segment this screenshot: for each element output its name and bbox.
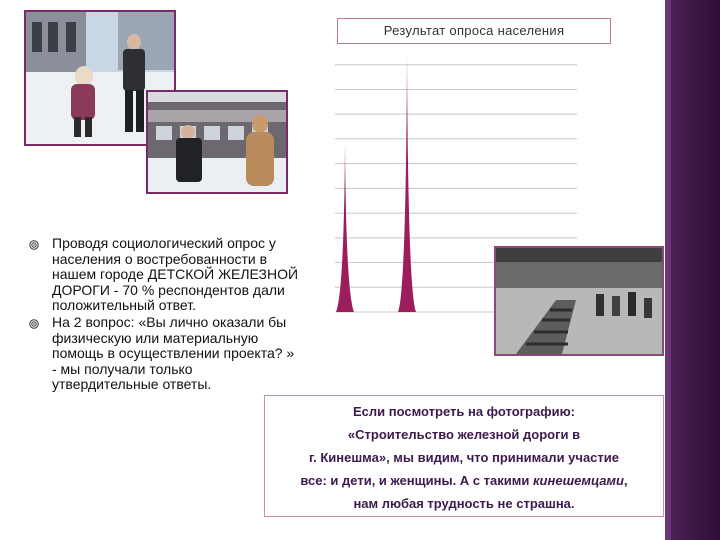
- caption-line-5: нам любая трудность не страшна.: [353, 496, 575, 511]
- chart-peak-1: [336, 143, 354, 312]
- decorative-side-band: [665, 0, 720, 540]
- caption-line-4-text: все: и дети, и женщины. А с такими: [300, 473, 533, 488]
- chart-peak-2: [398, 54, 416, 312]
- target-icon: [29, 319, 39, 329]
- caption-line-4-emphasis: кинешемцами: [532, 473, 624, 488]
- bullet-text-second-question: На 2 вопрос: «Вы лично оказали бы физическую или материальную помощь в осуществлении проекта? » - мы получали только утвердительные ответы.: [52, 313, 295, 393]
- caption-line-4: [265, 469, 663, 492]
- survey-bullet-list: [28, 236, 300, 393]
- chart-title: Результат опроса населения: [337, 18, 611, 44]
- bullet-item-survey: [28, 236, 300, 314]
- bullet-item-second-question: [28, 315, 300, 393]
- photo-caption: [264, 395, 664, 517]
- photo-railway-construction: [494, 246, 664, 356]
- photo-train-people: [146, 90, 288, 194]
- caption-line-2: «Строительство железной дороги в: [347, 427, 581, 442]
- caption-line-4-comma: ,: [624, 473, 628, 488]
- caption-line-3: г. Кинешма», мы видим, что принимали участие: [309, 450, 619, 465]
- caption-line-1: Если посмотреть на фотографию:: [352, 404, 576, 419]
- target-icon: [29, 240, 39, 250]
- bullet-text-survey: Проводя социологический опрос у населения о востребованности в нашем городе ДЕТСКОЙ ЖЕЛЕЗНОЙ ДОРОГИ - 70 % респондентов дали положительный ответ.: [52, 235, 299, 314]
